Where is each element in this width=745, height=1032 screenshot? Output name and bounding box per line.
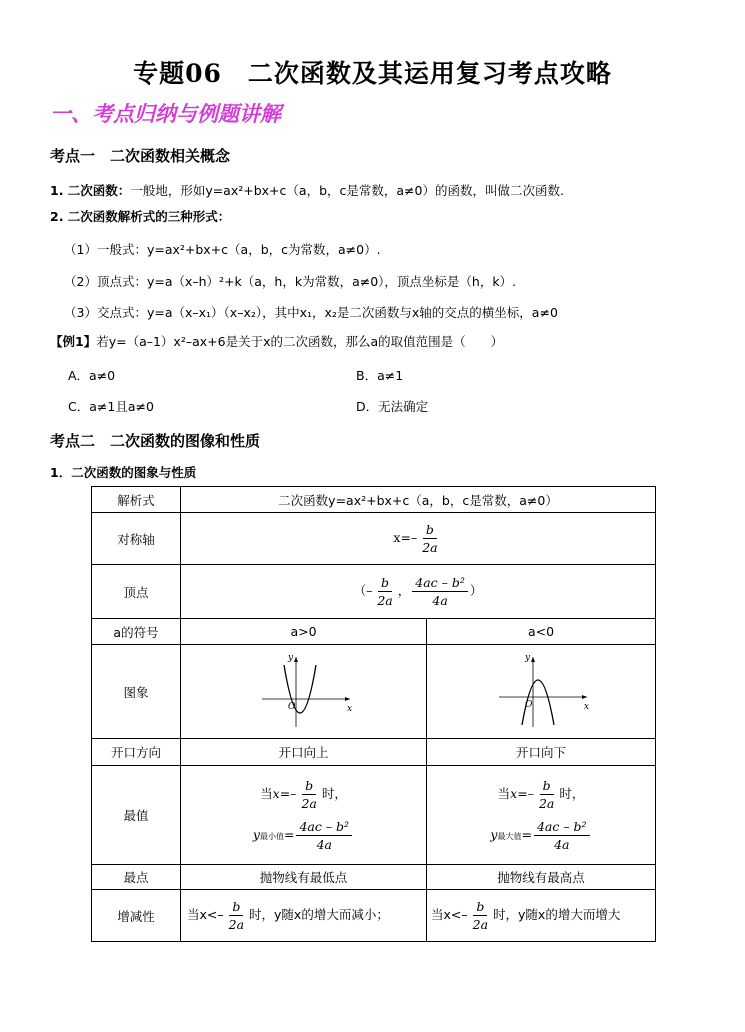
- table-row: [92, 865, 656, 890]
- row-label-jiexishi: 解析式: [92, 487, 181, 513]
- fraction-denominator: 2a: [228, 917, 245, 932]
- row-label-vertex: 顶点: [92, 565, 181, 619]
- mono-left: [181, 890, 427, 942]
- fraction-numerator: b: [302, 777, 316, 795]
- fraction-denominator: 4a: [554, 837, 570, 852]
- table-row: [92, 739, 656, 766]
- fraction-denominator: 4a: [432, 593, 448, 608]
- row-label-extreme: 最值: [92, 766, 181, 865]
- ext-y: y: [252, 827, 260, 842]
- table-row: [92, 487, 656, 513]
- fraction-numerator: b: [540, 777, 554, 795]
- fraction-numerator: 4ac – b²: [412, 574, 468, 592]
- page-title: 专题06 二次函数及其运用复习考点攻略: [133, 59, 612, 88]
- extreme-min: 当x=– $\frac{b}{2a}$ 时， y最小值= $\frac{\text{4ac – b²}}{4a}$: [181, 766, 427, 865]
- option-c: C．a≠1且a≠0: [68, 399, 154, 414]
- form-general: （1）一般式：y=ax²+bx+c（a，b，c为常数，a≠0）.: [64, 242, 381, 257]
- mono-left-a: 当x<–: [187, 907, 224, 922]
- concept-item-2: 2. 二次函数解析式的三种形式：: [50, 209, 231, 224]
- row-label-point: 最点: [92, 865, 181, 890]
- ext-time: 时，: [321, 786, 347, 801]
- fraction-denominator: 2a: [301, 796, 317, 811]
- fraction-numerator: 4ac – b²: [534, 818, 590, 836]
- origin-label: O: [525, 700, 533, 710]
- point-low: 抛物线有最低点: [181, 865, 427, 890]
- origin-label: O: [287, 702, 295, 712]
- fraction-b-over-2a: [419, 521, 440, 556]
- point-high: 抛物线有最高点: [427, 865, 656, 890]
- open-down: 开口向下: [427, 739, 656, 766]
- open-up: 开口向上: [181, 739, 427, 766]
- fraction-numerator: b: [473, 898, 487, 916]
- section-heading: 一、考点归纳与例题讲解: [50, 102, 281, 126]
- sign-negative: a<0: [427, 619, 656, 645]
- ext-x: x=–: [510, 786, 534, 801]
- kaodian-2-heading: 考点二 二次函数的图像和性质: [50, 432, 261, 450]
- fraction-denominator: 2a: [472, 917, 489, 932]
- y-axis-arrow: [531, 657, 535, 662]
- concept-item-1-prefix: 1. 二次函数：: [50, 183, 131, 198]
- fraction-vertex-y: [412, 574, 468, 609]
- mono-right-a: 当x<–: [431, 907, 468, 922]
- fraction-numerator: b: [229, 898, 243, 916]
- ext-max-subscript: 最大值: [497, 832, 522, 841]
- graph-upward-parabola: [181, 645, 427, 739]
- row-label-sign: a的符号: [92, 619, 181, 645]
- graph-downward-parabola: [427, 645, 656, 739]
- axis-prefix: x=–: [393, 530, 418, 545]
- fraction-b-over-2a: [298, 777, 319, 812]
- y-axis-label: y: [525, 653, 531, 663]
- table-row: [92, 645, 656, 739]
- mono-right-b: 时，y随x的增大而增大: [493, 907, 621, 922]
- mono-left-b: 时，y随x的增大而减小；: [249, 907, 389, 922]
- example-1-tag: 【例1】: [50, 334, 97, 349]
- row-value-jiexishi: 二次函数y=ax²+bx+c（a，b，c是常数，a≠0）: [181, 487, 656, 513]
- x-axis-label: x: [346, 704, 352, 714]
- properties-table: [91, 486, 656, 942]
- row-value-vertex: （– $\frac{b}{2a}$ ， $\frac{\text{4ac – b²}}{4a}$ ）: [181, 565, 656, 619]
- concept-item-1-text: 一般地，形如y=ax²+bx+c（a，b，c是常数，a≠0）的函数，叫做二次函数.: [130, 183, 564, 198]
- example-1-question: 若y=（a–1）x²–ax+6是关于x的二次函数，那么a的取值范围是（ ）: [96, 334, 504, 349]
- table-row: [92, 619, 656, 645]
- x-axis-arrow: [345, 697, 350, 701]
- fraction-b-over-2a: [226, 898, 247, 933]
- x-axis-arrow: [582, 695, 587, 699]
- fraction-numerator: b: [378, 574, 392, 592]
- row-label-axis: 对称轴: [92, 513, 181, 565]
- y-axis-arrow: [294, 657, 298, 662]
- option-d: D．无法确定: [356, 399, 429, 414]
- fraction-vertex-y: [296, 818, 352, 853]
- upward-parabola-graph: [254, 649, 354, 731]
- ext-time: 时，: [559, 786, 585, 801]
- fraction-numerator: b: [423, 521, 437, 539]
- ext-when: 当: [497, 786, 511, 801]
- fraction-b-over-2a: [374, 574, 395, 609]
- fraction-b-over-2a: [470, 898, 491, 933]
- table-row: [92, 766, 656, 865]
- kaodian-2-item-1: 1．二次函数的图象与性质: [50, 465, 197, 480]
- fraction-denominator: 2a: [377, 593, 393, 608]
- row-value-axis: [181, 513, 656, 565]
- option-b: B．a≠1: [356, 368, 404, 383]
- ext-when: 当: [260, 786, 273, 801]
- table-row: [92, 513, 656, 565]
- row-label-mono: 增减性: [92, 890, 181, 942]
- mono-right: [427, 890, 656, 942]
- ext-min-subscript: 最小值: [259, 832, 284, 841]
- fraction-denominator: 2a: [538, 796, 555, 811]
- kaodian-1-heading: 考点一 二次函数相关概念: [50, 147, 231, 165]
- form-intercept: （3）交点式：y=a（x–x₁）（x–x₂），其中x₁，x₂是二次函数与x轴的交点的横坐标，a≠0: [64, 305, 558, 320]
- option-a: A．a≠0: [68, 368, 116, 383]
- extreme-max: 当x=– $\frac{b}{2a}$ 时， y最大值= $\frac{\text{4ac – b²}}{4a}$: [427, 766, 656, 865]
- table-row: [92, 565, 656, 619]
- row-label-open: 开口方向: [92, 739, 181, 766]
- table-row: [92, 890, 656, 942]
- fraction-b-over-2a: [536, 777, 557, 812]
- ext-y: y: [490, 827, 498, 842]
- fraction-vertex-y: [534, 818, 590, 853]
- concept-item-1: [50, 181, 564, 199]
- fraction-denominator: 2a: [422, 540, 438, 555]
- sign-positive: a>0: [181, 619, 427, 645]
- row-label-graph: 图象: [92, 645, 181, 739]
- fraction-numerator: 4ac – b²: [296, 818, 352, 836]
- form-vertex: （2）顶点式：y=a（x–h）²+k（a，h，k为常数，a≠0），顶点坐标是（h，k）.: [64, 274, 517, 289]
- x-axis-label: x: [584, 702, 590, 712]
- downward-parabola-graph: [491, 649, 591, 731]
- example-1: [50, 332, 503, 350]
- y-axis-label: y: [287, 653, 293, 663]
- fraction-denominator: 4a: [316, 837, 332, 852]
- ext-x: x=–: [272, 786, 297, 801]
